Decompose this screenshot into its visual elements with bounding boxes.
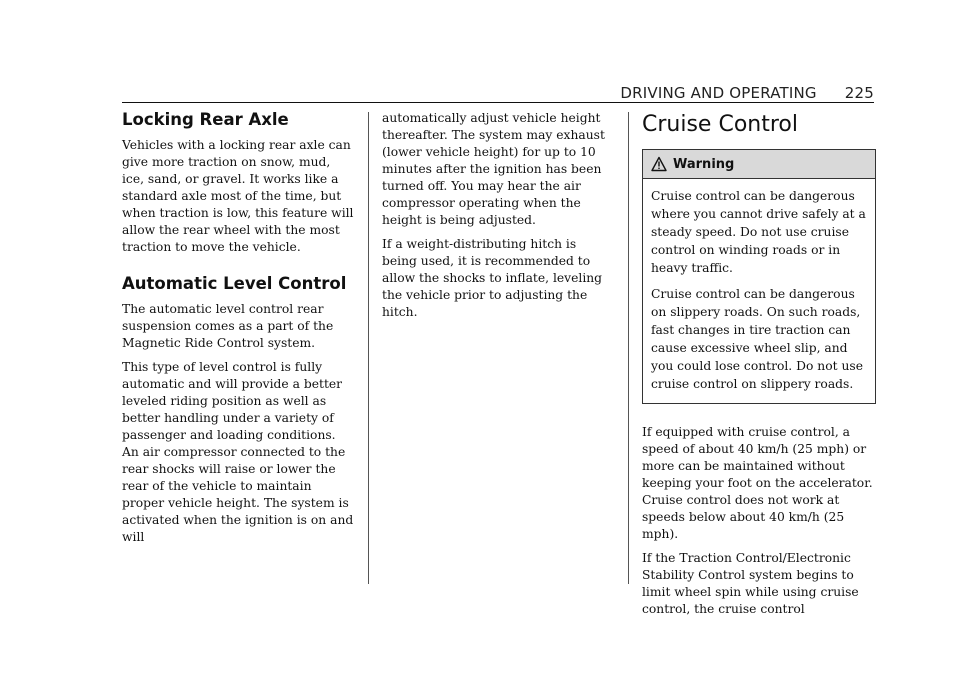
paragraph: Vehicles with a locking rear axle can give more traction on snow, mud, ice, sand, or gravel. It works like a standard axle most of the time, but when traction is low, this feature will allow the rear wheel with the most traction to move the vehicle. [122, 138, 354, 254]
paragraph: If the Traction Control/Electronic Stability Control system begins to limit wheel spin while using cruise control, the cruise control [642, 551, 859, 616]
column-3 [642, 110, 876, 625]
warning-box [642, 149, 876, 404]
page-number: 225 [844, 84, 874, 102]
warning-triangle-icon [651, 156, 667, 172]
paragraph: If a weight-distributing hitch is being used, it is recommended to allow the shocks to inflate, leveling the vehicle prior to adjusting the hitch. [382, 237, 603, 319]
paragraph: automatically adjust vehicle height thereafter. The system may exhaust (lower vehicle height) for up to 10 minutes after the ignition has been turned off. You may hear the air compressor operating when the height is being adjusted. [382, 111, 605, 227]
warning-title: Warning [673, 156, 735, 172]
column-2 [382, 110, 614, 328]
heading-locking-rear-axle: Locking Rear Axle [122, 110, 289, 129]
warning-paragraph: Cruise control can be dangerous where you cannot drive safely at a steady speed. Do not use cruise control on winding roads or in heavy traffic. [651, 189, 866, 275]
paragraph: The automatic level control rear suspension comes as a part of the Magnetic Ride Control system. [122, 302, 334, 350]
warning-header [643, 150, 875, 179]
warning-paragraph: Cruise control can be dangerous on slippery roads. On such roads, fast changes in tire traction can cause excessive wheel slip, and you could lose control. Do not use cruise control on slippery roads. [651, 287, 863, 391]
header-rule [122, 102, 874, 103]
column-divider [368, 112, 369, 584]
paragraph: This type of level control is fully automatic and will provide a better leveled riding position as well as better handling under a variety of passenger and loading conditions. An air compressor connected to the rear shocks will raise or lower the rear of the vehicle to maintain proper vehicle height. The system is activated when the ignition is on and will [122, 360, 354, 544]
column-divider [628, 112, 629, 584]
column-1 [122, 110, 354, 553]
page-header [620, 84, 874, 102]
section-title: DRIVING AND OPERATING [620, 84, 817, 102]
heading-automatic-level-control: Automatic Level Control [122, 274, 347, 293]
heading-cruise-control: Cruise Control [642, 112, 798, 137]
warning-body [643, 179, 875, 403]
paragraph: If equipped with cruise control, a speed of about 40 km/h (25 mph) or more can be maintained without keeping your foot on the accelerator. Cruise control does not work at speeds below about 40 km/h (25 mph). [642, 425, 873, 541]
